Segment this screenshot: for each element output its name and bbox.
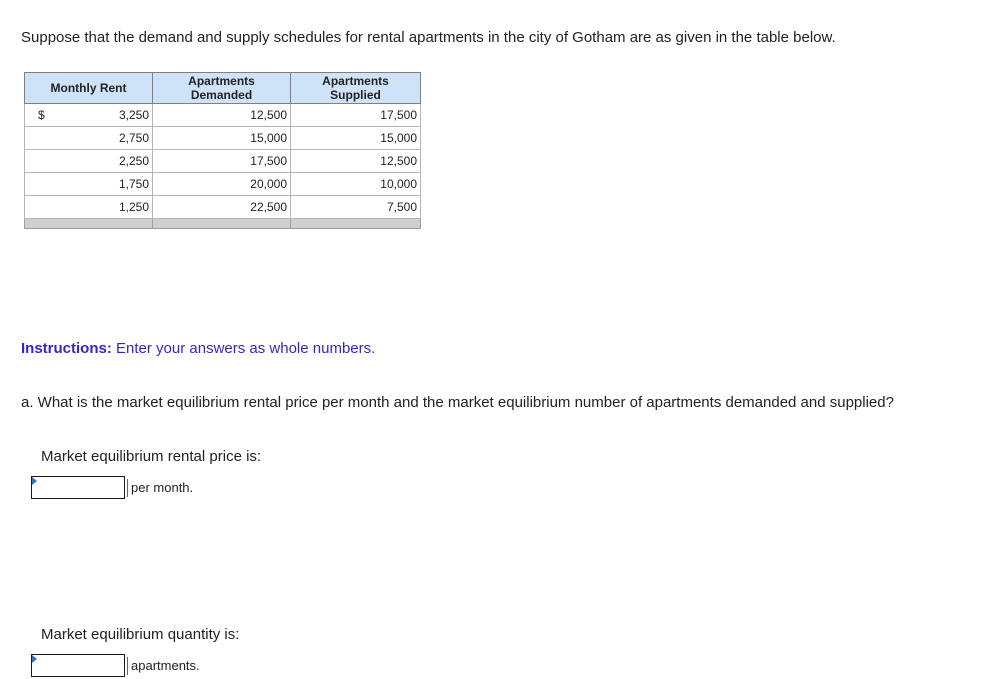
demanded-cell: 20,000 — [153, 173, 291, 196]
table-header-row — [25, 73, 421, 104]
currency-symbol: $ — [38, 108, 45, 122]
header-monthly-rent: Monthly Rent — [25, 73, 153, 104]
table-row — [25, 196, 421, 219]
quantity-input-box[interactable] — [31, 654, 125, 677]
input-flag-icon — [32, 655, 37, 663]
table-row — [25, 104, 421, 127]
quantity-input[interactable] — [32, 655, 124, 674]
rent-cell: 1,750 — [25, 173, 153, 196]
table-footer-row — [25, 219, 421, 229]
rent-cell: 1,250 — [25, 196, 153, 219]
demanded-cell: 22,500 — [153, 196, 291, 219]
quantity-answer-label: Market equilibrium quantity is: — [41, 626, 240, 643]
footer-cell — [153, 219, 291, 229]
table-row — [25, 173, 421, 196]
supplied-cell: 15,000 — [291, 127, 421, 150]
table-row — [25, 150, 421, 173]
demanded-cell: 12,500 — [153, 104, 291, 127]
rent-cell: $ 3,250 — [25, 104, 153, 127]
rent-cell: 2,250 — [25, 150, 153, 173]
instructions-label: Instructions: — [21, 340, 112, 357]
price-unit: per month. — [127, 479, 193, 497]
supplied-cell: 7,500 — [291, 196, 421, 219]
question-a: a. What is the market equilibrium rental price per month and the market equilibrium number of apartments demanded and supplied? — [21, 394, 894, 411]
table-row — [25, 127, 421, 150]
instructions-text — [21, 340, 375, 357]
schedule-table — [24, 72, 421, 229]
price-input-box[interactable] — [31, 476, 125, 499]
demanded-cell: 15,000 — [153, 127, 291, 150]
instructions-body: Enter your answers as whole numbers. — [111, 340, 376, 357]
footer-cell — [291, 219, 421, 229]
rent-cell: 2,750 — [25, 127, 153, 150]
price-answer-label: Market equilibrium rental price is: — [41, 448, 262, 465]
quantity-unit: apartments. — [127, 657, 200, 675]
supplied-cell: 17,500 — [291, 104, 421, 127]
header-apartments-demanded: Apartments Demanded — [153, 73, 291, 104]
header-apartments-supplied: Apartments Supplied — [291, 73, 421, 104]
input-flag-icon — [32, 477, 37, 485]
price-answer-row — [31, 476, 193, 499]
price-input[interactable] — [32, 477, 124, 496]
quantity-answer-row — [31, 654, 200, 677]
demanded-cell: 17,500 — [153, 150, 291, 173]
supplied-cell: 12,500 — [291, 150, 421, 173]
supplied-cell: 10,000 — [291, 173, 421, 196]
footer-cell — [25, 219, 153, 229]
intro-text: Suppose that the demand and supply schedules for rental apartments in the city of Gotham are as given in the table below. — [21, 29, 836, 46]
